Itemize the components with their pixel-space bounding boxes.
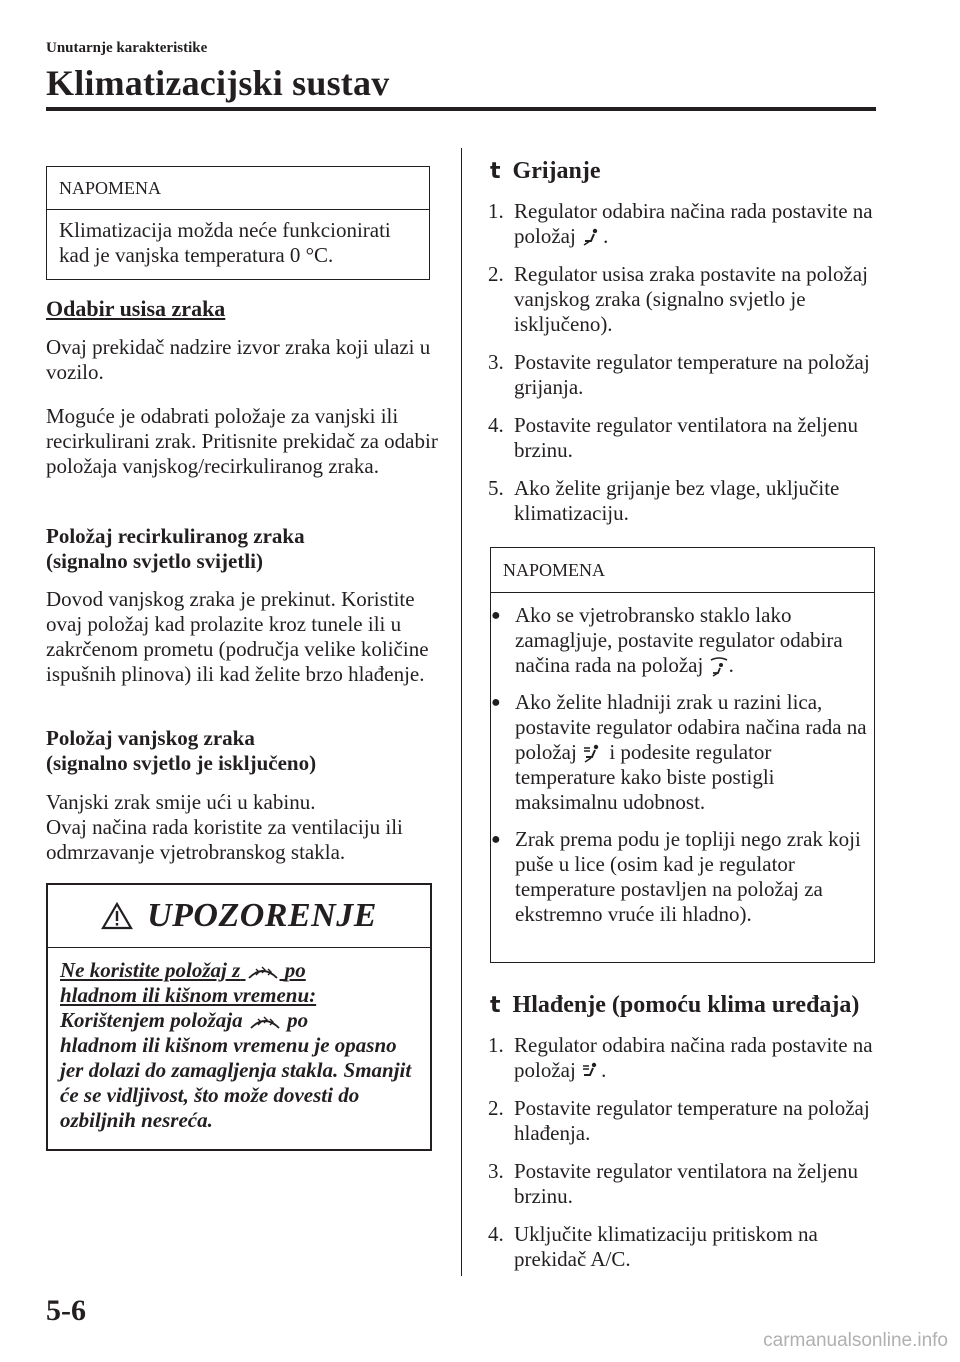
intake-heading: Odabir usisa zraka — [46, 296, 226, 321]
recirc-heading: Položaj recirkuliranog zraka (signalno svjetlo svijetli) — [46, 524, 305, 573]
outside-text: Vanjski zrak smije ući u kabinu. Ovaj načina rada koristite za ventilaciju ili odmrzavanje vjetrobranskog stakla. — [46, 790, 403, 864]
floor-vent-icon — [581, 228, 603, 248]
watermark: carmanualsonline.info — [763, 1330, 948, 1351]
face-vent-icon — [581, 1062, 601, 1082]
note-box — [490, 547, 875, 963]
recirc-text: Dovod vanjskog zraka je prekinut. Koristite ovaj položaj kad prolazite kroz tunele ili u zakrčenom prometu (područja velike količine ispušnih plinova) ili kad želite brzo hlađenje. — [46, 587, 429, 686]
warning-triangle-icon — [101, 902, 133, 930]
list-item: ● Zrak prema podu je topliji nego zrak koji puše u lice (osim kad je regulator temperature postavljen na položaj za ekstremno vruće ili hladno). — [491, 827, 861, 927]
list-item: ● Ako želite hladniji zrak u razini lica, postavite regulator odabira načina rada na položaj i podesite regulator temperature kako biste postigli maksimalnu udobnost. — [491, 690, 867, 815]
page-title: Klimatizacijski sustav — [46, 63, 390, 103]
warning-header — [48, 885, 430, 948]
cooling-heading: t Hlađenje (pomoću klima uređaja) — [490, 992, 860, 1018]
list-item: 4. Uključite klimatizaciju pritiskom na prekidač A/C. — [488, 1222, 818, 1271]
warning-box — [46, 883, 432, 1151]
list-item: 4. Postavite regulator ventilatora na željenu brzinu. — [488, 413, 859, 462]
list-item: 1. Regulator odabira načina rada postavite na položaj . — [488, 1033, 873, 1082]
bilevel-vent-icon — [582, 743, 604, 765]
note-text: Klimatizacija možda neće funkcionirati kad je vanjska temperatura 0 °C. — [59, 218, 391, 267]
floor-defrost-icon — [709, 656, 729, 678]
chapter-label: Unutarnje karakteristike — [46, 40, 208, 56]
column-divider — [461, 148, 462, 1276]
bullet: ● — [491, 831, 501, 849]
warning-text: Ne koristite položaj z po hladnom ili kišnom vremenu: Korištenjem položaja po hladnom ili kišnom vremenu je opasno jer dolazi do zamagljenja stakla. Smanjit će se vidljivost, što može dovesti do ozbiljnih nesreća. — [60, 958, 412, 1132]
note-label: NAPOMENA — [491, 548, 874, 593]
bullet: ● — [491, 694, 501, 712]
list-item: 5. Ako želite grijanje bez vlage, uključite klimatizaciju. — [488, 476, 840, 525]
warning-title: UPOZORENJE — [147, 897, 377, 934]
cooling-steps — [488, 1033, 883, 1285]
intake-paragraph-2: Moguće je odabrati položaje za vanjski ili recirkulirani zrak. Pritisnite prekidač za odabir položaja vanjskog/recirkuliranog zraka. — [46, 404, 438, 478]
page-number: 5-6 — [46, 1294, 86, 1327]
list-item: ● Ako se vjetrobransko staklo lako zamagljuje, postavite regulator odabira načina rada na položaj . — [491, 603, 843, 677]
list-item: 3. Postavite regulator temperature na položaj grijanja. — [488, 350, 870, 399]
defrost-windshield-icon — [246, 962, 280, 982]
defrost-windshield-icon — [248, 1012, 282, 1032]
header-rule — [46, 107, 876, 111]
outside-heading: Položaj vanjskog zraka (signalno svjetlo je isključeno) — [46, 726, 317, 775]
note-box — [46, 166, 430, 280]
bullet: ● — [491, 607, 501, 624]
note-list — [491, 593, 874, 927]
list-item: 2. Regulator usisa zraka postavite na položaj vanjskog zraka (signalno svjetlo je isključeno). — [488, 262, 868, 336]
heating-steps — [488, 199, 883, 539]
intake-paragraph-1: Ovaj prekidač nadzire izvor zraka koji ulazi u vozilo. — [46, 335, 431, 384]
list-item: 3. Postavite regulator ventilatora na željenu brzinu. — [488, 1159, 859, 1208]
heating-heading: t Grijanje — [490, 158, 601, 184]
note-label: NAPOMENA — [47, 167, 429, 210]
list-item: 1. Regulator odabira načina rada postavite na položaj . — [488, 199, 873, 248]
list-item: 2. Postavite regulator temperature na položaj hlađenja. — [488, 1096, 870, 1145]
